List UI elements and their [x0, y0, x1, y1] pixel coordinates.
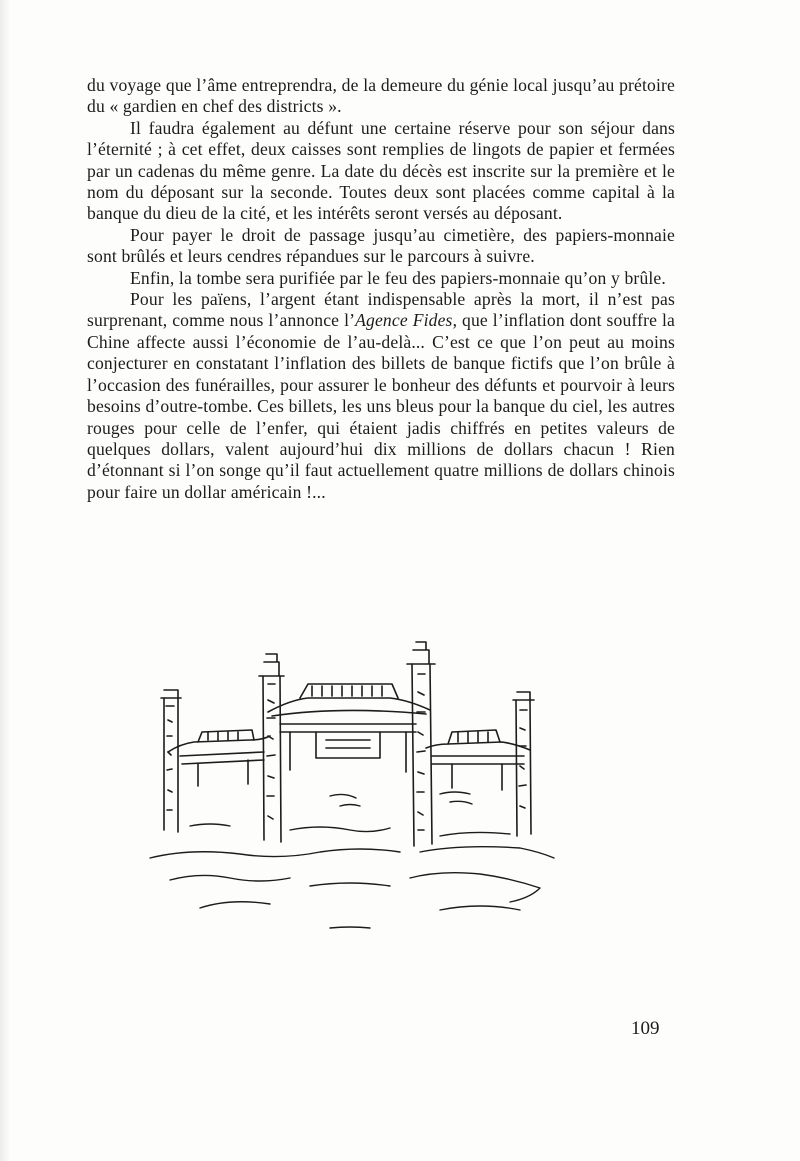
page-edge-shadow: [0, 0, 10, 1161]
paragraph-5-end: , que l’inflation dont souffre la Chine affecte aussi l’économie de l’au-delà... C’est ce que l’on peut au moins conjecturer en constatant l’inflation des billets de banque fictifs que l’on brûle à l’occasion des funérailles, pour assurer le bonheur des défunts et pourvoir à leurs besoins d’outre-tombe. Ces billets, les uns bleus pour la banque du ciel, les autres rouges pour celle de l’enfer, qui étaient jadis chiffrés en petites valeurs de quelques dollars, valent aujourd’hui dix millions de dollars chacun ! Rien d’étonnant si l’on songe qu’il faut actuellement quatre millions de dollars chinois pour faire un dollar américain !...: [87, 310, 675, 502]
left-main-pillar: [259, 654, 284, 842]
water-lines: [150, 792, 554, 928]
paragraph-3: Pour payer le droit de passage jusqu’au cimetière, des papiers-monnaie sont brûlés et leurs cendres répandues sur le parcours à suivre.: [87, 224, 675, 267]
right-side-roof: [426, 730, 530, 790]
central-roof: [268, 684, 430, 772]
body-text: [87, 75, 675, 503]
paragraph-4: Enfin, la tombe sera purifiée par le feu des papiers-monnaie qu’on y brûle.: [130, 267, 666, 288]
paragraph-5-start: Pour les païens, l’argent étant indispensable après la mort, il n’est pas surprenant, comme nous l’annonce l’: [87, 289, 675, 331]
right-main-pillar: [407, 642, 435, 846]
page-number: 109: [631, 1018, 660, 1039]
paragraph-1: du voyage que l’âme entreprendra, de la demeure du génie local jusqu’au prétoire du « gardien en chef des districts ».: [87, 75, 675, 117]
paragraph-2: Il faudra également au défunt une certaine réserve pour son séjour dans l’éternité ; à cet effet, deux caisses sont remplies de lingots de papier et fermées par un cadenas du même genre. La date du décès est inscrite sur la première et le nom du déposant sur la seconde. Toutes deux sont placées comme capital à la banque du dieu de la cité, et les intérêts seront versés au déposant.: [87, 117, 675, 224]
left-outer-pillar: [161, 690, 181, 832]
left-side-roof: [168, 730, 270, 786]
chinese-gate-sketch-icon: [140, 640, 620, 940]
paragraph-5: [87, 289, 675, 503]
agence-fides-italic: Agence Fides: [355, 310, 453, 331]
